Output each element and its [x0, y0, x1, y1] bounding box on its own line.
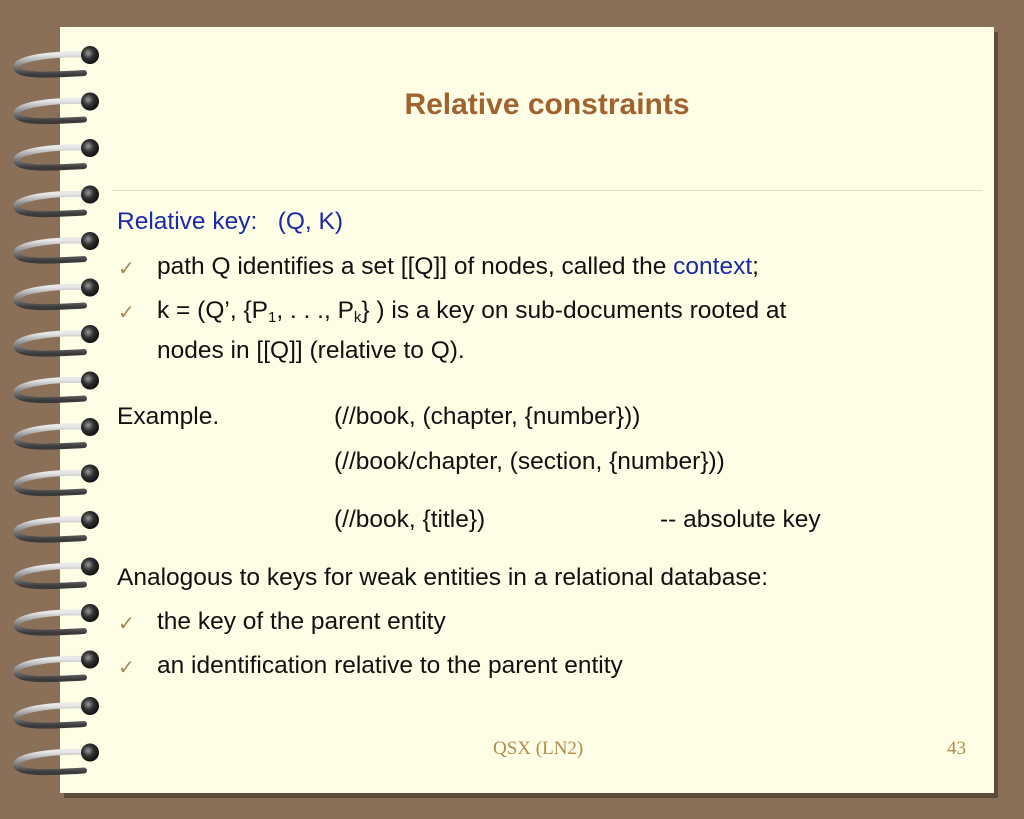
bullet-key-definition — [157, 297, 786, 325]
check-icon: ✓ — [118, 258, 135, 280]
example-label: Example. — [117, 403, 220, 430]
spiral-binding — [0, 0, 120, 819]
bullet-context — [157, 253, 759, 281]
binding-hole — [81, 465, 99, 483]
binding-ring — [16, 241, 90, 261]
binding-ring — [16, 752, 90, 772]
key-def-part1: k = (Q’, {P — [157, 297, 268, 324]
relative-key-tuple: (Q, K) — [277, 208, 344, 235]
binding-ring — [16, 427, 90, 447]
key-def-sub1: 1 — [267, 309, 277, 326]
page-number: 43 — [947, 738, 966, 759]
binding-ring — [16, 287, 90, 307]
binding-hole — [81, 372, 99, 390]
footer-label: QSX (LN2) — [493, 738, 584, 759]
binding-hole — [81, 558, 99, 576]
analogy-bullet: an identification relative to the parent entity — [157, 652, 623, 679]
absolute-key-note: -- absolute key — [660, 506, 821, 533]
context-highlight: context — [673, 253, 753, 280]
binding-ring — [16, 194, 90, 214]
example-line: (//book, {title}) — [334, 506, 486, 533]
binding-ring — [16, 473, 90, 493]
binding-ring — [16, 659, 90, 679]
key-def-part3: } ) is a key on sub-documents rooted at — [361, 297, 787, 324]
binding-hole — [81, 604, 99, 622]
binding-ring — [16, 380, 90, 400]
slide-title: Relative constraints — [404, 88, 690, 121]
check-icon: ✓ — [118, 657, 135, 679]
bullet-context-text: path Q identifies a set [[Q]] of nodes, called the — [157, 253, 674, 280]
relative-key-line — [117, 208, 343, 236]
bullet-context-end: ; — [752, 253, 759, 280]
binding-ring — [16, 613, 90, 633]
binding-ring — [16, 55, 90, 75]
key-def-part2: , . . ., P — [276, 297, 354, 324]
binding-hole — [81, 46, 99, 64]
title-divider — [112, 190, 982, 191]
example-line: (//book, (chapter, {number})) — [334, 403, 641, 430]
binding-hole — [81, 232, 99, 250]
binding-ring — [16, 566, 90, 586]
bullet-key-definition-line2: nodes in [[Q]] (relative to Q). — [157, 337, 465, 364]
binding-hole — [81, 186, 99, 204]
key-def-sub2: k — [353, 309, 362, 326]
check-icon: ✓ — [118, 613, 135, 635]
analogy-bullet: the key of the parent entity — [157, 608, 446, 635]
check-icon: ✓ — [118, 302, 135, 324]
binding-hole — [81, 697, 99, 715]
binding-ring — [16, 148, 90, 168]
binding-ring — [16, 706, 90, 726]
binding-hole — [81, 279, 99, 297]
binding-ring — [16, 334, 90, 354]
binding-hole — [81, 511, 99, 529]
binding-hole — [81, 325, 99, 343]
relative-key-label: Relative key: — [117, 208, 258, 235]
binding-ring — [16, 520, 90, 540]
binding-hole — [81, 139, 99, 157]
example-line: (//book/chapter, (section, {number})) — [334, 448, 725, 475]
analogy-heading: Analogous to keys for weak entities in a relational database: — [117, 564, 769, 591]
binding-hole — [81, 651, 99, 669]
binding-hole — [81, 744, 99, 762]
binding-hole — [81, 418, 99, 436]
